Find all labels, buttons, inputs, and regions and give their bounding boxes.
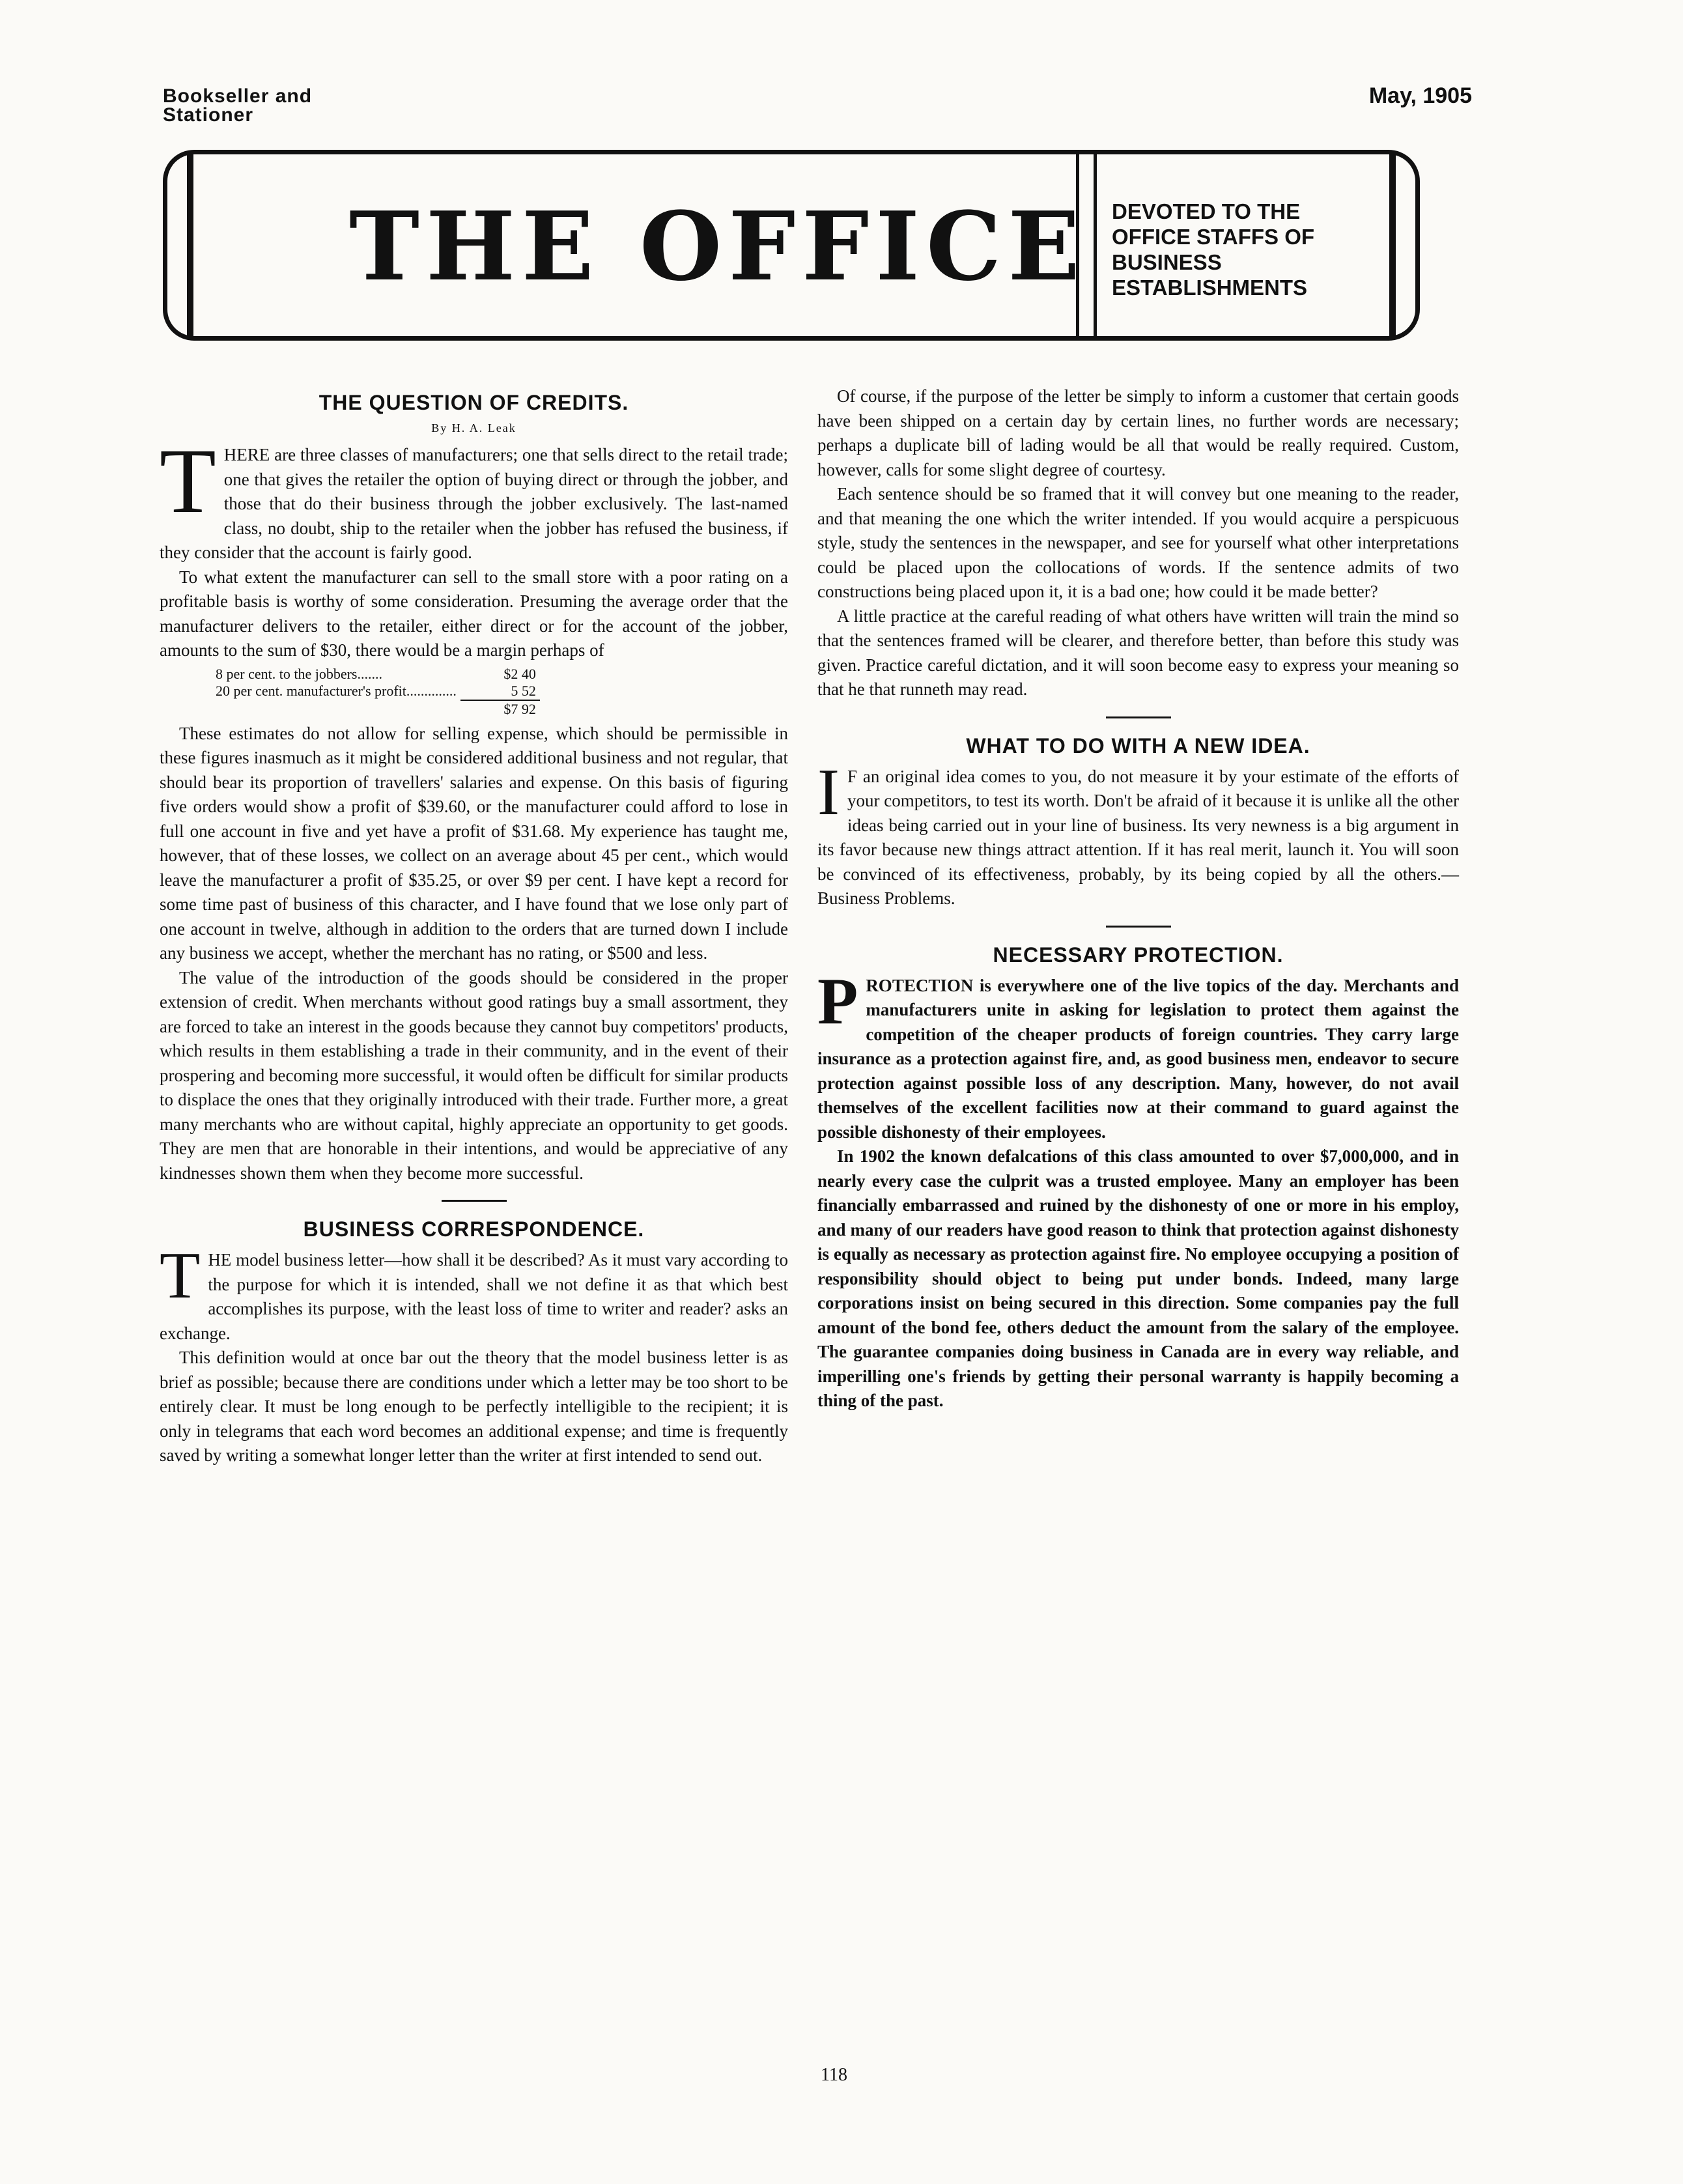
- masthead-title: THE OFFICE: [349, 191, 1086, 302]
- section-divider: [1106, 716, 1171, 718]
- credits-para-2: To what extent the manufacturer can sell to the small store with a poor rating on a profitable basis is worthy of some consideration. Presuming the average order that the manufacturer delivers to the retailer, either direct or for the account of the jobber, amounts to the sum of $30, there would be a margin perhaps of: [160, 567, 788, 660]
- new-idea-para-1-text: F an original idea comes to you, do not measure it by your estimate of the efforts of your competitors, to test its worth. Don't be afraid of it because it is unlike all the other ideas being carried out in your line of business. Its very newness is a big argument in its favor because new things attract attention. If it has real merit, launch it. You will soon be convinced of its effectiveness, probably, by its being copied by all the others.—Business Problems.: [817, 766, 1459, 908]
- masthead-banner: [163, 150, 1420, 341]
- credits-figures-table: [212, 666, 540, 718]
- section-divider: [442, 1200, 507, 1202]
- new-idea-para-1: [817, 755, 1459, 911]
- section-divider: [1106, 926, 1171, 928]
- protection-dropcap: P: [817, 964, 858, 1038]
- left-column: [160, 384, 788, 1468]
- credits-para-3: These estimates do not allow for selling expense, which should be permissible in these figures inasmuch as it might be considered additional business and not regular, that should bear its proportion of travellers' salaries and expense. On this basis of figuring five orders would show a profit of $39.60, or the manufacturer could afford to lose in full one account in five and yet have a profit of $31.68. My experience has taught me, however, that of these losses, we collect on an average about 45 per cent., which would leave the manufacturer a profit of $35.25, or over $9 per cent. I have kept a record for some time past of business of this character, and I have found that we lose only part of one account in twelve, although in addition to the orders that are turned down I include any business we accept, whether the merchant has no rating, or $500 and less.: [160, 723, 788, 963]
- protection-para-1: [817, 964, 1459, 1145]
- figures-amount: 5 52: [511, 682, 536, 699]
- publication-line-2: Stationer: [163, 104, 254, 126]
- new-idea-title: WHAT TO DO WITH A NEW IDEA.: [966, 733, 1310, 758]
- credits-title: THE QUESTION OF CREDITS.: [318, 391, 629, 414]
- credits-dropcap: T: [160, 429, 216, 532]
- figures-total-row: [212, 700, 540, 718]
- figures-row: [212, 666, 540, 683]
- tagline-line-3: BUSINESS: [1112, 250, 1222, 274]
- masthead-divider: [1076, 154, 1097, 336]
- correspondence-para-4: Each sentence should be so framed that it will convey but one meaning to the reader, and that meaning the one which the writer intended. If you would acquire a perspicuous style, study the sentences in the newspaper, and see for yourself what other interpretations could be placed upon the collocations of words. If the sentence admits of two constructions being placed upon it, it is a bad one; how could it be made better?: [817, 484, 1459, 601]
- page-number: 118: [821, 2065, 847, 2085]
- tagline-line-1: DEVOTED TO THE: [1112, 199, 1301, 223]
- issue-date: May, 1905: [1368, 83, 1472, 108]
- tagline-line-2: OFFICE STAFFS OF: [1112, 225, 1315, 249]
- correspondence-para-5: A little practice at the careful reading of what others have written will train the mind so that the sentences framed will be clearer, and therefore better, than before this study was given. Practice careful dictation, and it will soon become easy to express your meaning so that he that runneth may read.: [817, 606, 1459, 699]
- correspondence-para-1-text: HE model business letter—how shall it be described? As it must vary according to the purpose for which it is intended, shall we not define it as that which best accomplishes its purpose, with the least loss of time to writer and reader? asks an exchange.: [160, 1250, 788, 1343]
- correspondence-title: BUSINESS CORRESPONDENCE.: [303, 1217, 645, 1241]
- protection-para-2: In 1902 the known defalcations of this class amounted to over $7,000,000, and in nearly every case the culprit was a trusted employee. Many an employer has been financially embarrassed and ruined by the dishonesty of one or more in his employ, and many of our readers have good reason to think that protection against dishonesty is equally as necessary as protection against fire. No employee occupying a position of responsibility should object to being put under bonds. Indeed, many large corporations insist on being secured in this direction. Some companies pay the full amount of the bond fee, others deduct the amount from the salary of the employee. The guarantee companies doing business in Canada are in every way reliable, and imperilling one's friends by getting their personal warranty is happily becoming a thing of the past.: [817, 1146, 1459, 1410]
- figures-label: 20 per cent. manufacturer's profit..............: [216, 683, 457, 699]
- right-column: [817, 384, 1459, 1413]
- credits-byline: By H. A. Leak: [431, 421, 516, 434]
- figures-total: $7 92: [460, 700, 540, 718]
- new-idea-dropcap: I: [817, 755, 840, 829]
- credits-para-4: The value of the introduction of the goods should be considered in the proper extension of credit. When merchants without good ratings buy a small assortment, they are forced to take an interest in the goods because they cannot buy competitors' products, which results in them establishing a trade in their community, and in the event of their prospering and becoming more successful, it would often be difficult for similar products to displace the ones that they originally introduced with their trade. Further more, a great many merchants who are without capital, highly appreciate an opportunity to get goods. They are men that are honorable in their intentions, and would be appreciative of any kindnesses shown them when they become more successful.: [160, 967, 788, 1183]
- figures-amount: $2 40: [503, 665, 536, 682]
- tagline-line-4: ESTABLISHMENTS: [1112, 276, 1308, 300]
- correspondence-dropcap: T: [160, 1239, 201, 1312]
- figures-label: 8 per cent. to the jobbers.......: [216, 665, 382, 682]
- correspondence-para-2: This definition would at once bar out the theory that the model business letter is as brief as possible; because there are conditions under which a letter may be too short to be entirely clear. It must be long enough to be perfectly intelligible to the recipient; it is only in telegrams that each word becomes an additional expense; and time is frequently saved by writing a somewhat longer letter than the writer at first intended to send out.: [160, 1348, 788, 1465]
- protection-title: NECESSARY PROTECTION.: [993, 943, 1284, 967]
- credits-para-1: [160, 429, 788, 565]
- masthead-tagline: [1112, 199, 1372, 300]
- figures-row: [212, 683, 540, 700]
- credits-para-1-text: HERE are three classes of manufacturers; one that sells direct to the retail trade; one that gives the retailer the option of buying direct or through the jobber, and those that do their business through the jobber exclusively. The last-named class, no doubt, ship to the retailer when the jobber has refused the business, if they consider that the account is fairly good.: [160, 445, 788, 562]
- correspondence-para-3: Of course, if the purpose of the letter be simply to inform a customer that certain goods have been shipped on a certain day by certain lines, no further words are necessary; perhaps a duplicate bill of lading would be all that would be really required. Custom, however, calls for some slight degree of courtesy.: [817, 386, 1459, 479]
- protection-para-1-text: ROTECTION is everywhere one of the live topics of the day. Merchants and manufacturers unite in asking for legislation to protect them against the competition of the cheaper products of foreign countries. They carry large insurance as a protection against fire, and, as good business men, endeavor to secure protection against possible loss of any description. Many, however, do not avail themselves of the excellent facilities now at their command to guard against the possible dishonesty of their employees.: [817, 975, 1459, 1142]
- publication-line-1: Bookseller and: [163, 85, 313, 107]
- correspondence-para-1: [160, 1239, 788, 1346]
- publication-name: [163, 87, 371, 124]
